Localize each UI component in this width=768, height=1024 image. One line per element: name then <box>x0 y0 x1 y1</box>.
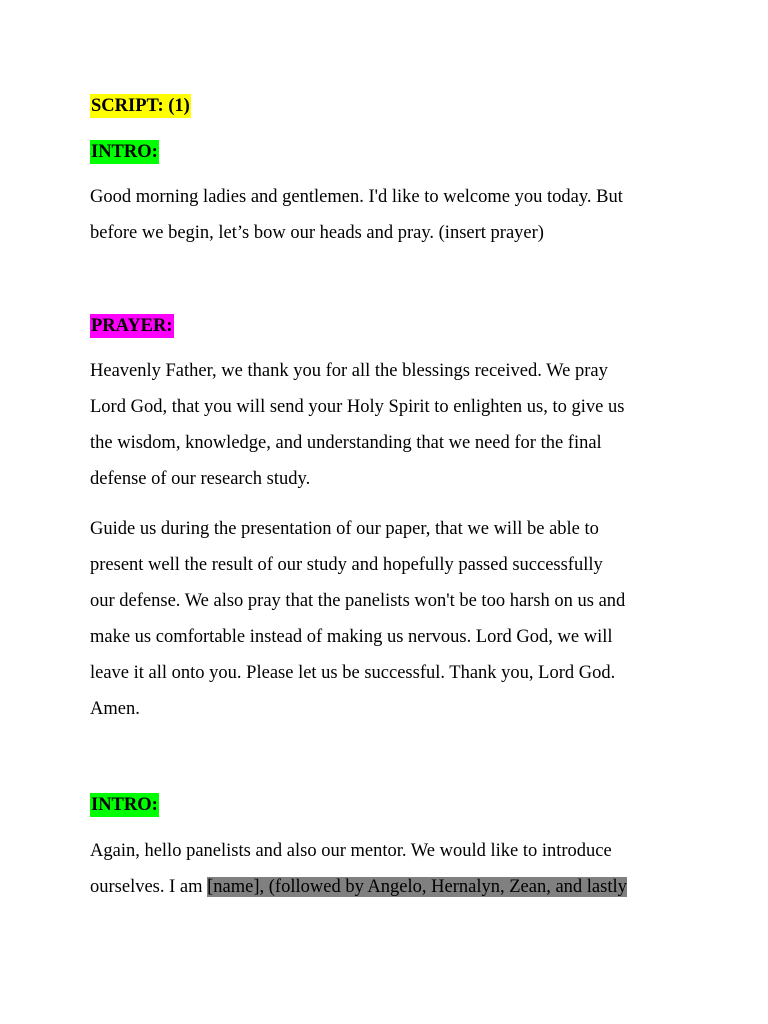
prayer-paragraph-1 <box>90 353 690 497</box>
text-line: Heavenly Father, we thank you for all the blessings received. We pray <box>90 361 608 381</box>
text-line: make us comfortable instead of making us nervous. Lord God, we will <box>90 627 613 647</box>
intro-heading: INTRO: <box>91 142 158 162</box>
text-line: the wisdom, knowledge, and understanding that we need for the final <box>90 433 602 453</box>
prayer-paragraph-2 <box>90 511 690 727</box>
text-line: Again, hello panelists and also our mentor. We would like to introduce <box>90 841 612 861</box>
text-line: before we begin, let’s bow our heads and pray. (insert prayer) <box>90 223 544 243</box>
text-line: Good morning ladies and gentlemen. I'd like to welcome you today. But <box>90 187 623 207</box>
script-heading: SCRIPT: (1) <box>91 96 190 116</box>
text-line: Amen. <box>90 699 140 719</box>
text-segment: ourselves. I am <box>90 877 208 897</box>
text-line: Lord God, that you will send your Holy Spirit to enlighten us, to give us <box>90 397 625 417</box>
text-line: leave it all onto you. Please let us be successful. Thank you, Lord God. <box>90 663 616 683</box>
text-line: Guide us during the presentation of our paper, that we will be able to <box>90 519 599 539</box>
text-line: our defense. We also pray that the panelists won't be too harsh on us and <box>90 591 626 611</box>
prayer-heading: PRAYER: <box>91 316 173 336</box>
intro2-paragraph <box>90 833 690 905</box>
intro-paragraph <box>90 179 690 251</box>
text-line: present well the result of our study and hopefully passed successfully <box>90 555 603 575</box>
text-line <box>90 869 690 905</box>
name-placeholder-highlight: [name], (followed by Angelo, Hernalyn, Zean, and lastly <box>207 877 627 897</box>
intro2-heading: INTRO: <box>91 795 158 815</box>
text-line: defense of our research study. <box>90 469 311 489</box>
